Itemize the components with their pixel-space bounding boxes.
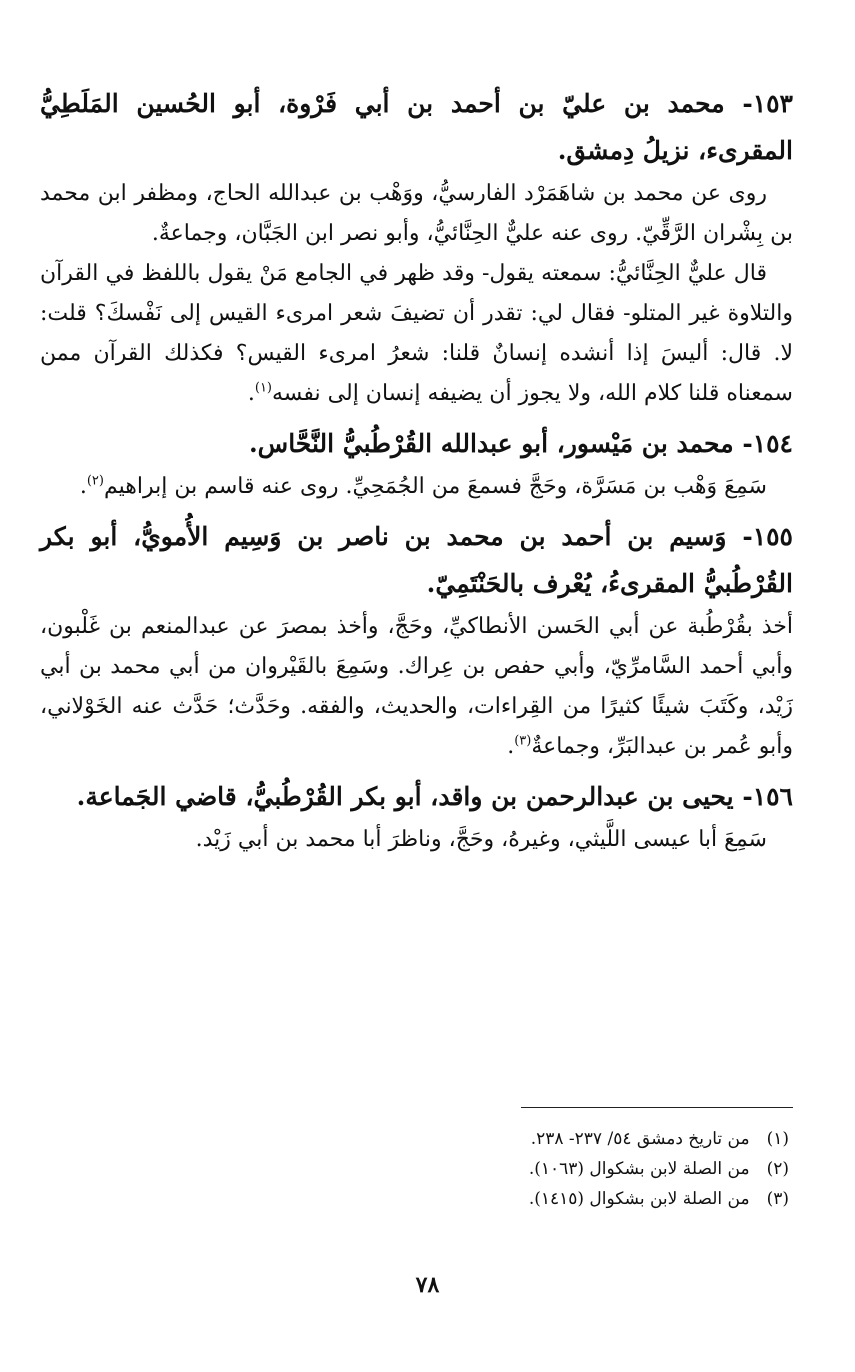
footnote	[529, 1184, 789, 1214]
page-number: ٧٨	[415, 1272, 440, 1298]
footnotes	[529, 1124, 789, 1214]
footnote-number: (١)	[766, 1129, 789, 1149]
entry-heading	[40, 420, 793, 467]
biography-entry-154	[40, 420, 793, 507]
entry-number: ١٥٣-	[742, 89, 793, 118]
footnote-text: من تاريخ دمشق ٥٤/ ٢٣٧- ٢٣٨.	[530, 1129, 750, 1149]
biography-entry-153	[40, 80, 793, 414]
entry-heading	[40, 80, 793, 174]
footnote-reference[interactable]: (٣)	[514, 733, 532, 749]
entry-title: محمد بن عليّ بن أحمد بن أبي فَرْوة، أبو الحُسين المَلَطِيُّ المقرىء، نزيلُ دِمشق.	[40, 89, 793, 165]
footnote	[529, 1124, 789, 1154]
biography-entry-156	[40, 773, 793, 860]
footnote-number: (٢)	[766, 1159, 789, 1179]
entry-number: ١٥٤-	[742, 429, 793, 458]
biography-entry-155	[40, 513, 793, 767]
entry-title: محمد بن مَيْسور، أبو عبدالله القُرْطُبيُّ النَّحَّاس.	[248, 429, 734, 458]
entry-paragraph: روى عن محمد بن شاهَمَرْد الفارسيُّ، ووَهْب بن عبدالله الحاج، ومظفر ابن محمد بن بِشْران الرَّقِّيّ. روى عنه عليٌّ الحِنَّائيُّ، وأبو نصر ابن الجَبَّان، وجماعةٌ.	[40, 181, 793, 246]
entry-paragraph: سَمِعَ وَهْب بن مَسَرَّة، وحَجَّ فسمعَ من الجُمَحِيِّ. روى عنه قاسم بن إبراهيم$^{(٢)}$.	[79, 473, 767, 499]
entry-paragraph: أخذ بقُرْطُبة عن أبي الحَسن الأنطاكيِّ، وحَجَّ، وأخذ بمصرَ عن عبدالمنعم بن غَلْبون، وأبي أحمد السَّامرِّيّ، وأبي حفص بن عِراك. وسَمِعَ بالقَيْروان من أبي محمد بن أبي زَيْد، وكَتَبَ شيئًا كثيرًا من القِراءات، والحديث، والفقه. وحَدَّث؛ حَدَّث عنه الخَوْلاني، وأبو عُمر بن عبدالبَرِّ، وجماعةٌ$^{(٣)}$.	[40, 614, 793, 759]
entry-paragraph: قال عليٌّ الحِنَّائيُّ: سمعته يقول- وقد ظهر في الجامع مَنْ يقول باللفظ في القرآن والتلاوة غير المتلو- فقال لي: تقدر أن تضيفَ شعر امرىء القيس إلى نَفْسكَ؟ قلت: لا. قال: أليسَ إذا أنشده إنسانٌ قلنا: شعرُ امرىء القيس؟ فكذلك القرآن ممن سمعناه قلنا كلام الله، ولا يجوز أن يضيفه إنسان إلى نفسه$^{(١)}$.	[40, 261, 793, 406]
footnote	[529, 1154, 789, 1184]
entry-number: ١٥٥-	[742, 522, 793, 551]
footnote-separator	[521, 1107, 793, 1108]
footnote-text: من الصلة لابن بشكوال (١٤١٥).	[528, 1189, 750, 1209]
footnote-reference[interactable]: (٢)	[86, 473, 104, 489]
entry-heading	[40, 773, 793, 820]
entry-paragraph: سَمِعَ أبا عيسى اللَّيثي، وغيرهُ، وحَجَّ، وناظرَ أبا محمد بن أبي زَيْد.	[195, 827, 767, 852]
entry-title: وَسيم بن أحمد بن محمد بن ناصر بن وَسِيم الأُمويُّ، أبو بكر القُرْطُبيُّ المقرىءُ، يُعْرف بالحَنْتَمِيّ.	[40, 522, 793, 598]
footnote-reference[interactable]: (١)	[254, 380, 272, 396]
entry-number: ١٥٦-	[742, 782, 793, 811]
entry-heading	[40, 513, 793, 607]
footnote-number: (٣)	[766, 1189, 789, 1209]
footnote-text: من الصلة لابن بشكوال (١٠٦٣).	[528, 1159, 750, 1179]
entry-title: يحيى بن عبدالرحمن بن واقد، أبو بكر القُرْطُبيُّ، قاضي الجَماعة.	[76, 782, 734, 811]
